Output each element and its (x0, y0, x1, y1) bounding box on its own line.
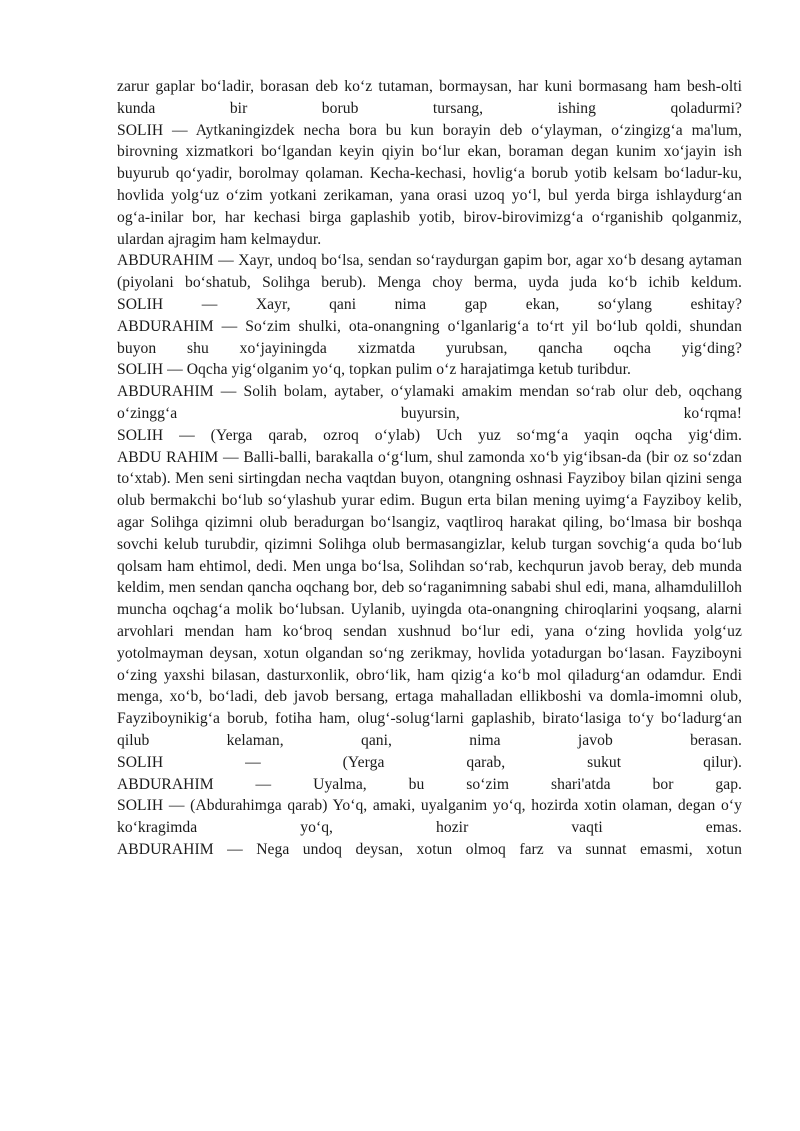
paragraph-solih-aytkaningizdek: SOLIH — Aytkaningizdek necha bora bu kun borayin deb oʻylayman, oʻzingizgʻa ma'lum, birovning xizmatkori boʻlgandan keyin qiyin boʻlur ekan, boraman degan kunim xoʻjayin ish buyurub qoʻyadir, borolmay qolaman. Kecha-kechasi, hovligʻa borub yotib kelsam boʻladur-ku, hovlida yolgʻuz oʻzim yotkani zerikaman, yana orasi uzoq yoʻl, bul yerda birga ishlaydurgʻan ogʻa-inilar bor, har kechasi birga gaplashib yotib, birov-birovimizgʻa oʻrganishib qolganmiz, ulardan ajragim ham kelmaydur. (117, 121, 742, 248)
paragraph-abdurahim-solih-bolam: ABDURAHIM — Solih bolam, aytaber, oʻylamaki amakim mendan soʻrab olur deb, oqchang oʻzinggʻa buyursin, koʻrqma! (117, 383, 742, 422)
paragraph-abdurahim-balli: ABDU RAHIM — Balli-balli, barakalla oʻgʻlum, shul zamonda xoʻb yigʻibsan-da (bir oz soʻzdan toʻxtab). Men seni sirtingdan necha vaqtdan buyon, otangning oshnasi Fayziboy bilan qizini senga olub bermakchi boʻlub soʻylashub yurar edim. Bugun erta bilan mening uyimgʻa Fayziboy kelib, agar Solihga qizimni olub beradurgan boʻlsangiz, vaqtliroq harakat qiling, boʻlmasa bir boshqa sovchi kelub turubdir, qizimni Solihga olub bermasangizlar, kelub turgan sovchigʻa quda boʻlub qolsam ham ehtimol, dedi. Men unga boʻlsa, Solihdan soʻrab, kechqurun javob beray, deb munda keldim, men sendan qancha oqchang bor, deb soʻraganimning sababi shul edi, mana, alhamdulilloh muncha oqchagʻa molik boʻlubsan. Uylanib, uyingda ota-onangning chiroqlarini yoqsang, alarni arvohlari mendan ham koʻbroq sendan xushnud boʻlur edi, yana oʻzing hovlida yolgʻuz yotolmayman deysan, xotun olgandan soʻng zerikmay, hovlida yotadurgan boʻlasan. Fayziboyni oʻzing yaxshi bilasan, dasturxonlik, obroʻlik, ham qizigʻa koʻb mol qiladurgʻan odamdur. Endi menga, xoʻb, boʻladi, deb javob bersang, ertaga mahalladan ellikboshi va domla-imomni olub, Fayziboynikigʻa borub, fotiha ham, olugʻ-solugʻlarni gaplashib, biratoʻlasiga toʻy boʻladurgʻan qilub kelaman, qani, nima javob berasan. (117, 448, 742, 749)
paragraph-abdurahim-xayr: ABDURAHIM — Xayr, undoq boʻlsa, sendan soʻraydurgan gapim bor, agar xoʻb desang aytaman (piyolani boʻshatub, Solihga berub). Menga choy berma, uyda juda koʻb ichib keldum. (117, 252, 742, 292)
paragraph-solih-sukut: SOLIH — (Yerga qarab, sukut qilur). (117, 753, 742, 771)
paragraph-abdurahim-sozim-shulki: ABDURAHIM — Soʻzim shulki, ota-onangning oʻlganlarigʻa toʻrt yil boʻlub qoldi, shundan buyon shu xoʻjayiningda xizmatda yurubsan, qancha oqcha yigʻding? (117, 317, 742, 357)
paragraph-abdurahim-uyalma: ABDURAHIM — Uyalma, bu soʻzim shari'atda bor gap. (117, 775, 742, 793)
paragraph-solih-xayr-qani: SOLIH — Xayr, qani nima gap ekan, soʻylang eshitay? (117, 295, 742, 313)
paragraph-solih-oqcha: SOLIH — Oqcha yigʻolganim yoʻq, topkan pulim oʻz harajatimga ketub turibdur. (117, 361, 631, 379)
paragraph-solih-uch-yuz: SOLIH — (Yerga qarab, ozroq oʻylab) Uch yuz soʻmgʻa yaqin oqcha yigʻdim. (117, 426, 742, 444)
document-page (117, 76, 742, 861)
paragraph-solih-abdurahimga-qarab: SOLIH — (Abdurahimga qarab) Yoʻq, amaki, uyalganim yoʻq, hozirda xotin olaman, degan oʻy koʻkragimda yoʻq, hozir vaqti emas. (117, 797, 742, 837)
paragraph-zarur-gaplar: zarur gaplar boʻladir, borasan deb koʻz tutaman, bormaysan, har kuni bormasang ham besh-olti kunda bir borub tursang, ishing qoladurmi? (117, 78, 742, 117)
paragraph-abdurahim-nega: ABDURAHIM — Nega undoq deysan, xotun olmoq farz va sunnat emasmi, xotun (117, 840, 742, 858)
